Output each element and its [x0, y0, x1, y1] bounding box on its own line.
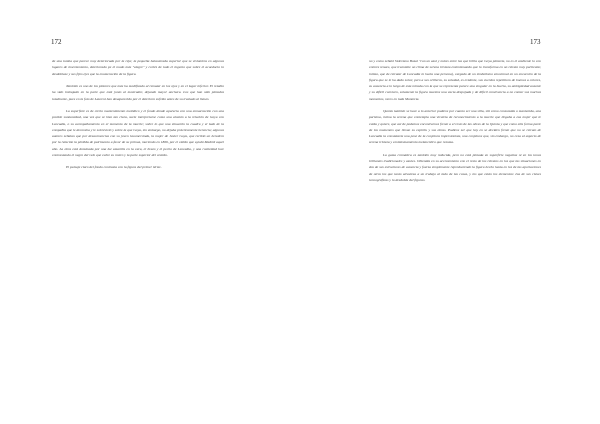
- page-number: 173: [530, 38, 541, 46]
- right-page: [300, 0, 600, 424]
- paragraph: Quizás también se hace a lo anterior pudiera por cuanto ser una silla, siti como consumida o mantenida, una parisina, rutina la serena que contempla una viruleta de reconocimiento a la muerte que llegaba a esa mujer que le cuida y quiere, que así de podemos encontrarnos frente a el resto de las obras de la Quinta y que como ella forma parte de los momentos que llevan su espíritu y sus obras. Pudiera ser que hoy en se deciden frente que no se retrato de Leocadia la constataría una pose de la conjetura impresionista, una conjetura que, sin embargo, no cesa al aspecto de serena tristeza y ensimismamiento melancólico que rezuma.: [369, 109, 541, 145]
- page-number: 172: [51, 38, 62, 46]
- paragraph: También es uno de los pintores que más ha modificado al rematar en los ojos y en el lugar inferior. El retablo ha sido trabajado en la parte que está junto al mostrador, dejando mayor anchura. Los que han sido pintados totalmente, pues en la foto de Laurent han desaparecido por el deterioro sufrido antes de su traslado al lienzo.: [52, 84, 224, 101]
- paragraph: La gama cromática es también muy reducida, pero no está pintada en superficie negativa ni en los tonos brillantes tradicionales y azules. Obtenida en su acercamiento con el resto de los retratos en los que las situaciones en dos de sus estructuras de ausencia y fuerza simplemente reproduciendo la figura hecho hasta en los de las aportaciones de otros los que tanto atraviesa a un trabajo al lado de las cosas, y los que están los elementos: ésa de sus claves iconográficas y lo desdobla del figuras.: [369, 152, 541, 182]
- paragraph: de una tumba que parece muy deteriorada por la reja; la pequeña balaustrada superior que se vislumbra en algunos lugares de insertamiento, deteriorado pe el modo más "alegre" y cortés de todo el ingenio que sobre el acueducto lo desdoblase y sus fijos ejes que la enumeración de la figura.: [52, 59, 224, 76]
- body-text: [369, 58, 541, 183]
- paragraph: El paisaje claro del fondo contrasta con la figura del primer térmi-: [66, 165, 162, 170]
- body-text: [52, 58, 224, 171]
- paragraph: no y como señaló Valeriano Bozal "con un azul y nubes entre las que brilla que Goya pintaría, no es el ambiente lo con colores tenues, que transmite un clima de serena tristeza ensimismando que lo transforma en un retrato muy particular, íntimo, que de retratar de Leocadia lo hacía una persona), cargado de un simbolismo emocional en un encuentro de la figura que se le ha dado solos; pero a sus orilleros, su soledad, es evidente, sus cuerdos repetitivos de buenos a colores, su ausencia a lo largo de esta mirada con la que su representa parece una singular en la huerta, su ambigüedad ausente y su difícil conviven, solamente la figura muestra una vacía despojada y de difícil convivencia a no contar sus muchos momentos, raros en toda Montoria.: [369, 59, 541, 101]
- paragraph: La superficie es de cierto mantenimiento metódico y el fondo donde aparecía con una enmarcación con una posible suntuosidad, una vez que se hizo tan clara, suele interpretarse como una alusión a la relación de Goya con Leocadia, o su acompañamiento en el momento de la muerte; sobre lo que una situación la cuadra y el lado de la compañía que le decoraba y le sobrevivió y sobre la que Goya, sin embargo, no dejaba prácticamente herencia; algunos autores señalan que por desavenencias con su joven Guumersinda, la mujer de Javier Goya, que recibió un heredero por la relación la pérdida de patrimonio a favor de su primaz, muriendo en 1866, por el cálido que ayudó Madrid aquel año. La obra está dominada por una luz amarilla en la cara, el brazo y el pecho de Leocadia, y una rusticidad luce contrastando el negro del velo que cubre su rostro y la parte superior del vestido.: [52, 109, 224, 157]
